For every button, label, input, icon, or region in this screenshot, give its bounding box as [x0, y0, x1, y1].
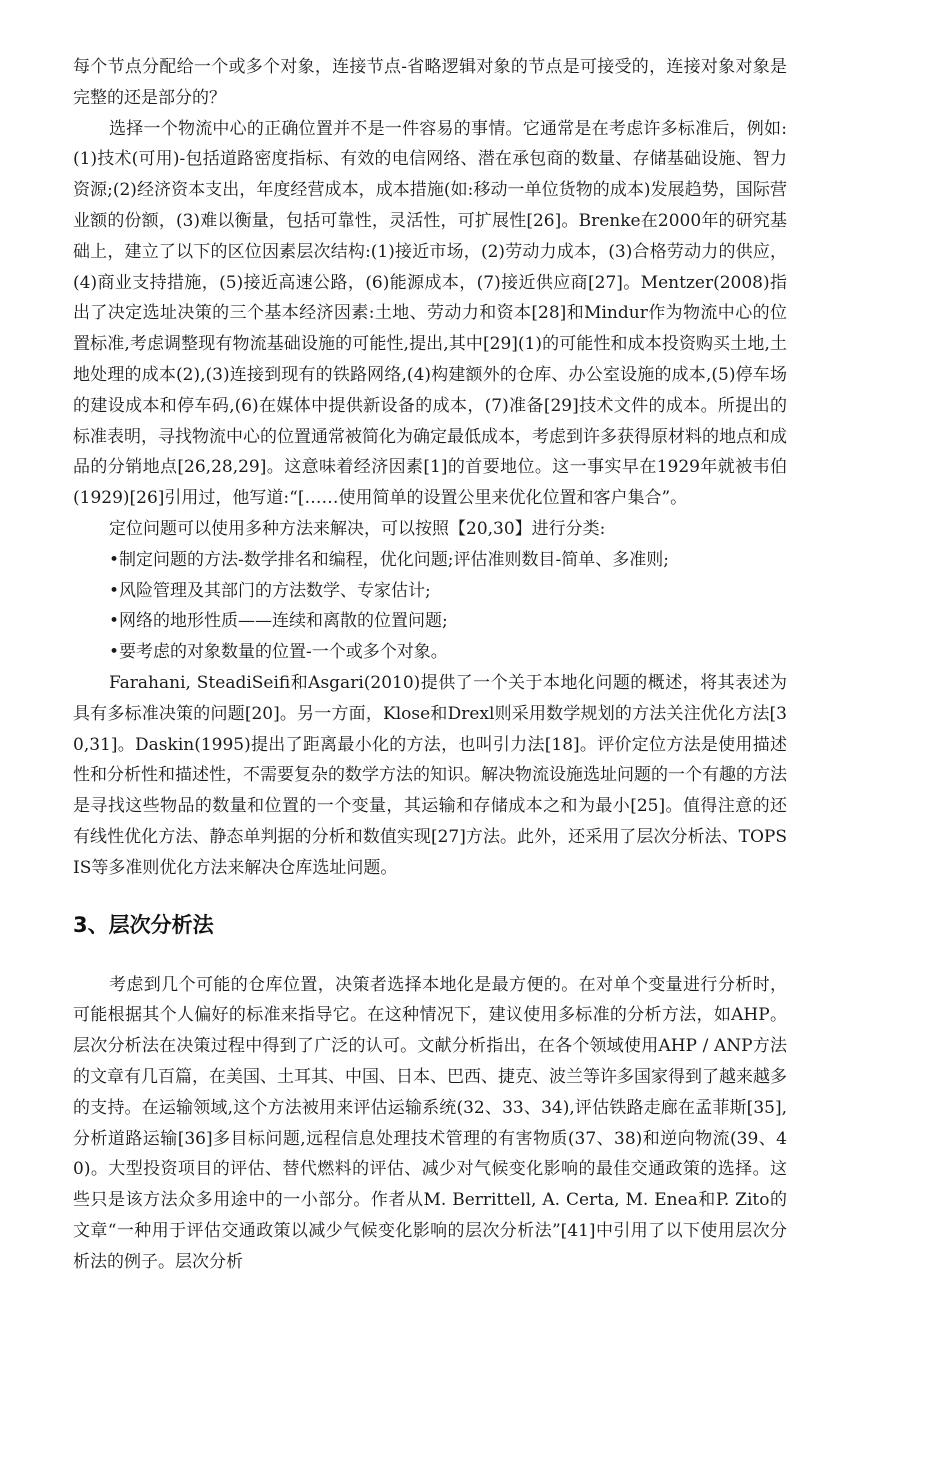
paragraph-methods-review: Farahani, SteadiSeifi和Asgari(2010)提供了一个关于本地化问题的概述，将其表述为具有多标准决策的问题[20]。另一方面，Klose和Drexl则采用数学规划的方法关注优化方法[30,31]。Daskin(1995)提出了距离最小化的方法，也叫引力法[18]。评价定位方法是使用描述性和分析性和描述性，不需要复杂的数学方法的知识。解决物流设施选址问题的一个有趣的方法是寻找这些物品的数量和位置的一个变量，其运输和存储成本之和为最小[25]。值得注意的还有线性优化方法、静态单判据的分析和数值实现[27]方法。此外，还采用了层次分析法、TOPSIS等多准则优化方法来解决仓库选址问题。	[73, 672, 787, 878]
paragraph-ahp-section: 考虑到几个可能的仓库位置，决策者选择本地化是最方便的。在对单个变量进行分析时，可能根据其个人偏好的标准来指导它。在这种情况下，建议使用多标准的分析方法，如AHP。层次分析法在决策过程中得到了广泛的认可。文献分析指出，在各个领域使用AHP / ANP方法的文章有几百篇，在美国、土耳其、中国、日本、巴西、捷克、波兰等许多国家得到了越来越多的支持。在运输领域,这个方法被用来评估运输系统(32、33、34),评估铁路走廊在孟菲斯[35],分析道路运输[36]多目标问题,远程信息处理技术管理的有害物质(37、38)和逆向物流(39、40)。大型投资项目的评估、替代燃料的评估、减少对气候变化影响的最佳交通政策的选择。这些只是该方法众多用途中的一小部分。作者从M. Berrittell, A. Certa, M. Enea和P. Zito的文章“一种用于评估交通政策以减少气候变化影响的层次分析法”[41]中引用了以下使用层次分析法的例子。层次分析	[73, 974, 787, 1272]
section-heading: 3、层次分析法	[73, 912, 214, 937]
bullet-item: •网络的地形性质——连续和离散的位置问题;	[109, 611, 448, 632]
paragraph-intro-continued: 每个节点分配给一个或多个对象，连接节点-省略逻辑对象的节点是可接受的，连接对象对象是完整的还是部分的？	[73, 57, 787, 108]
paragraph-classification-intro: 定位问题可以使用多种方法来解决，可以按照【20,30】进行分类:	[109, 518, 606, 539]
paragraph-location-criteria: 选择一个物流中心的正确位置并不是一件容易的事情。它通常是在考虑许多标准后，例如:(1)技术(可用)-包括道路密度指标、有效的电信网络、潜在承包商的数量、存储基础设施、智力资源;(2)经济资本支出，年度经营成本，成本措施(如:移动一单位货物的成本)发展趋势，国际营业额的份额，(3)难以衡量，包括可靠性，灵活性，可扩展性[26]。Brenke在2000年的研究基础上，建立了以下的区位因素层次结构:(1)接近市场，(2)劳动力成本，(3)合格劳动力的供应，(4)商业支持措施，(5)接近高速公路，(6)能源成本，(7)接近供应商[27]。Mentzer(2008)指出了决定选址决策的三个基本经济因素:土地、劳动力和资本[28]和Mindur作为物流中心的位置标准,考虑调整现有物流基础设施的可能性,提出,其中[29](1)的可能性和成本投资购买土地,土地处理的成本(2),(3)连接到现有的铁路网络,(4)构建额外的仓库、办公室设施的成本,(5)停车场的建设成本和停车码,(6)在媒体中提供新设备的成本，(7)准备[29]技术文件的成本。所提出的标准表明，寻找物流中心的位置通常被简化为确定最低成本，考虑到许多获得原材料的地点和成品的分销地点[26,28,29]。这意味着经济因素[1]的首要地位。这一事实早在1929年就被韦伯(1929)[26]引用过，他写道:“[……使用简单的设置公里来优化位置和客户集合”。	[73, 118, 787, 509]
bullet-item: •要考虑的对象数量的位置-一个或多个对象。	[109, 642, 448, 663]
bullet-item: •制定问题的方法-数学排名和编程，优化问题;评估准则数目-简单、多准则;	[109, 549, 669, 570]
document-page	[73, 52, 787, 1277]
bullet-item: •风险管理及其部门的方法数学、专家估计;	[109, 580, 431, 601]
